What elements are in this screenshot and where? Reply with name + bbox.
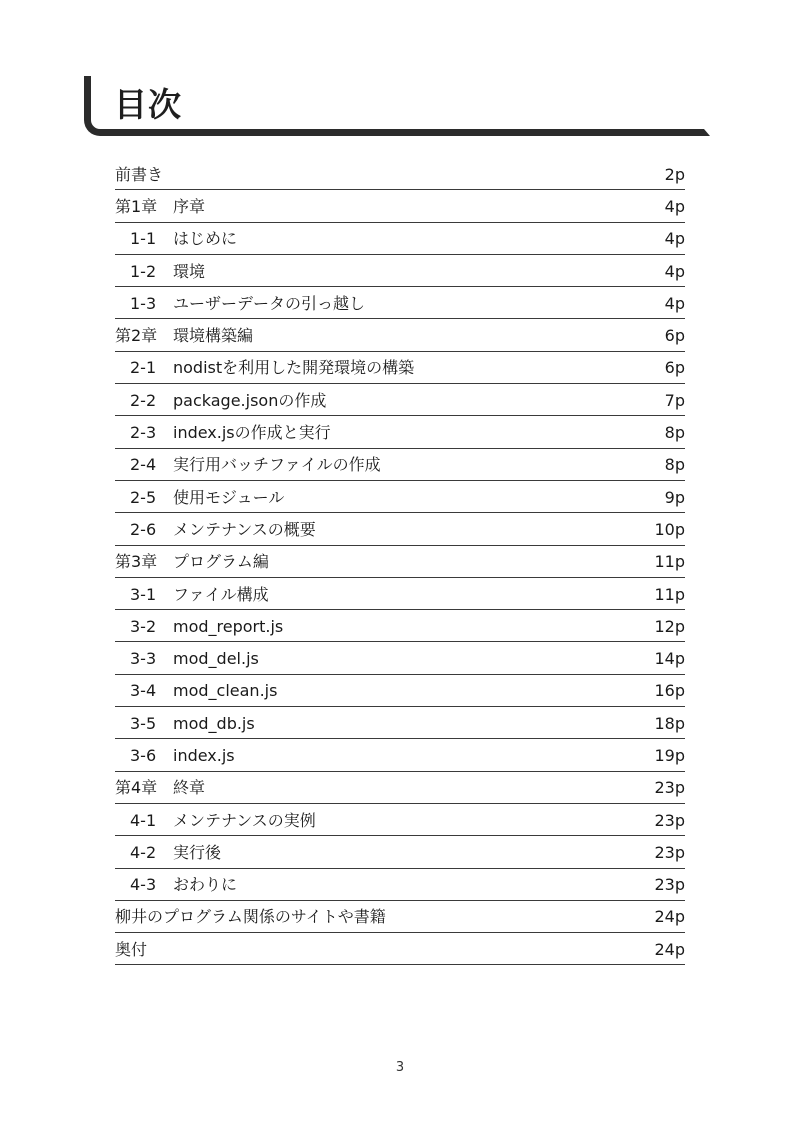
toc-entry-label: 前書き (115, 164, 164, 184)
toc-entry-label: 使用モジュール (173, 487, 285, 507)
toc-entry-page: 23p (654, 810, 685, 830)
toc-entry (115, 449, 685, 481)
toc-entry-label: プログラム編 (173, 552, 269, 572)
toc-entry-page: 11p (654, 552, 685, 572)
toc-entry (115, 610, 685, 642)
toc-entry (115, 416, 685, 448)
toc-entry-page: 19p (654, 745, 685, 765)
toc-entry-label: おわりに (173, 875, 238, 895)
toc-entry-label: ファイル構成 (173, 584, 269, 604)
toc-entry (115, 255, 685, 287)
toc-entry (115, 772, 685, 804)
toc-entry-label: mod_del.js (173, 649, 259, 669)
toc-entry-label: 実行用バッチファイルの作成 (173, 455, 381, 475)
toc-entry-label: メンテナンスの概要 (173, 519, 316, 539)
toc-entry-label: 環境構築編 (173, 326, 254, 346)
toc-entry (115, 287, 685, 319)
title-bracket-decoration (84, 76, 102, 136)
toc-entry-number: 3-4 (130, 681, 157, 701)
toc-entry-number: 2-2 (130, 390, 157, 410)
toc-entry-label: 柳井のプログラム関係のサイトや書籍 (115, 907, 386, 927)
toc-entry (115, 158, 685, 190)
toc-entry (115, 546, 685, 578)
toc-entry (115, 804, 685, 836)
toc-entry-page: 9p (664, 487, 685, 507)
toc-entry (115, 642, 685, 674)
toc-entry-label: ユーザーデータの引っ越し (173, 293, 366, 313)
page-number: 3 (395, 1060, 405, 1075)
toc-entry-page: 4p (664, 293, 685, 313)
toc-entry-label: index.js (173, 745, 235, 765)
toc-entry-label: mod_db.js (173, 713, 255, 733)
toc-entry-label: 序章 (173, 196, 206, 216)
toc-entry (115, 836, 685, 868)
toc-entry-number: 第3章 (115, 552, 158, 572)
toc-entry (115, 319, 685, 351)
toc-entry-number: 4-2 (130, 842, 157, 862)
toc-entry-page: 23p (654, 778, 685, 798)
toc-entry-number: 1-3 (130, 293, 157, 313)
toc-entry-number: 3-3 (130, 649, 157, 669)
toc-entry-page: 18p (654, 713, 685, 733)
toc-entry-label: package.jsonの作成 (173, 390, 327, 410)
toc-entry-label: 終章 (173, 778, 206, 798)
toc-entry-label: index.jsの作成と実行 (173, 423, 331, 443)
toc-entry-number: 第4章 (115, 778, 158, 798)
toc-entry-label: mod_clean.js (173, 681, 278, 701)
toc-entry-number: 3-5 (130, 713, 157, 733)
table-of-contents (115, 158, 685, 965)
toc-entry-page: 4p (664, 229, 685, 249)
toc-entry-page: 6p (664, 326, 685, 346)
toc-entry (115, 933, 685, 965)
toc-entry (115, 190, 685, 222)
toc-entry (115, 578, 685, 610)
toc-entry (115, 869, 685, 901)
toc-entry-number: 第1章 (115, 196, 158, 216)
toc-entry-page: 23p (654, 842, 685, 862)
toc-entry-label: 奥付 (115, 939, 148, 959)
toc-entry (115, 901, 685, 933)
toc-entry-page: 8p (664, 455, 685, 475)
toc-entry-page: 4p (664, 261, 685, 281)
toc-entry-page: 8p (664, 423, 685, 443)
toc-entry-number: 3-2 (130, 616, 157, 636)
toc-entry-number: 4-1 (130, 810, 157, 830)
toc-entry-number: 4-3 (130, 875, 157, 895)
toc-entry-page: 14p (654, 649, 685, 669)
page-title: 目次 (114, 85, 182, 124)
toc-entry-page: 6p (664, 358, 685, 378)
toc-entry (115, 481, 685, 513)
toc-entry-page: 11p (654, 584, 685, 604)
toc-entry-page: 24p (654, 907, 685, 927)
toc-entry (115, 513, 685, 545)
toc-entry-page: 10p (654, 519, 685, 539)
toc-entry (115, 352, 685, 384)
toc-entry-page: 7p (664, 390, 685, 410)
toc-entry-page: 12p (654, 616, 685, 636)
toc-entry-number: 2-3 (130, 423, 157, 443)
toc-entry-number: 2-6 (130, 519, 157, 539)
toc-entry-page: 24p (654, 939, 685, 959)
toc-entry-label: 実行後 (173, 842, 222, 862)
toc-entry-label: mod_report.js (173, 616, 284, 636)
toc-entry-number: 第2章 (115, 326, 158, 346)
toc-entry-page: 4p (664, 196, 685, 216)
toc-entry-label: 環境 (173, 261, 206, 281)
toc-entry-page: 2p (664, 164, 685, 184)
title-underline-rule (100, 129, 710, 136)
toc-entry-page: 16p (654, 681, 685, 701)
toc-entry-number: 1-2 (130, 261, 157, 281)
toc-entry-number: 2-1 (130, 358, 157, 378)
toc-entry-label: nodistを利用した開発環境の構築 (173, 358, 415, 378)
toc-entry (115, 384, 685, 416)
toc-entry-label: メンテナンスの実例 (173, 810, 316, 830)
toc-entry-number: 2-5 (130, 487, 157, 507)
toc-entry-page: 23p (654, 875, 685, 895)
toc-entry-label: はじめに (173, 229, 238, 249)
toc-entry-number: 2-4 (130, 455, 157, 475)
toc-entry (115, 223, 685, 255)
toc-entry-number: 3-6 (130, 745, 157, 765)
toc-entry-number: 1-1 (130, 229, 157, 249)
toc-entry (115, 707, 685, 739)
toc-entry (115, 739, 685, 771)
toc-entry-number: 3-1 (130, 584, 157, 604)
toc-entry (115, 675, 685, 707)
